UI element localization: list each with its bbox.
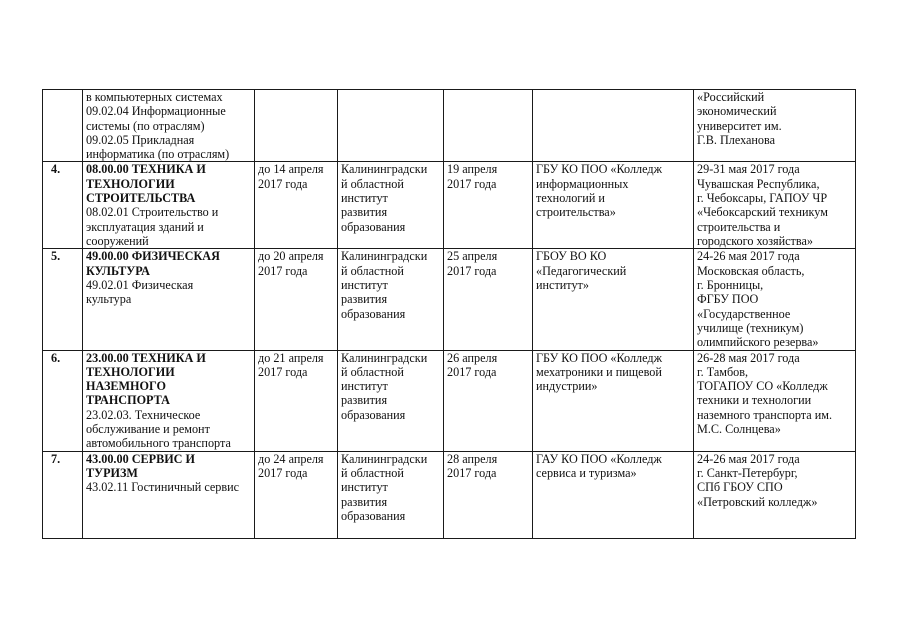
direction_bold-line: ТЕХНОЛОГИИ bbox=[86, 364, 175, 379]
direction_plain-line: информатика (по отраслям) bbox=[86, 147, 230, 162]
final-line: Г.В. Плеханова bbox=[697, 132, 776, 147]
direction_bold-line: ТЕХНОЛОГИИ bbox=[86, 176, 175, 191]
direction_bold-line: СТРОИТЕЛЬСТВА bbox=[86, 191, 196, 206]
direction_plain-line: в компьютерных системах bbox=[86, 90, 223, 104]
venue-line: «Педагогический bbox=[536, 263, 627, 278]
direction_plain-line: сооружений bbox=[86, 233, 149, 248]
organizer-line: й областной bbox=[341, 465, 404, 480]
direction-cell bbox=[83, 451, 255, 538]
final-line: Чувашская Республика, bbox=[697, 176, 820, 191]
deadline-cell bbox=[255, 90, 338, 162]
venue-line: ГБУ КО ПОО «Колледж bbox=[536, 350, 662, 365]
direction_plain-line: 09.02.05 Прикладная bbox=[86, 132, 195, 147]
final-stage-cell bbox=[694, 90, 856, 162]
organizer-cell bbox=[338, 350, 444, 451]
deadline-line: до 20 апреля bbox=[258, 249, 324, 264]
table-row bbox=[43, 90, 856, 162]
organizer-line: развития bbox=[341, 292, 388, 307]
venue-line: сервиса и туризма» bbox=[536, 465, 637, 480]
final-line: 26-28 мая 2017 года bbox=[697, 350, 800, 365]
organizer-line: развития bbox=[341, 494, 388, 509]
final-line: г. Санкт-Петербург, bbox=[697, 465, 798, 480]
final-line: техники и технологии bbox=[697, 393, 812, 408]
final-line: М.С. Солнцева» bbox=[697, 422, 781, 437]
venue-line: индустрии» bbox=[536, 379, 598, 394]
final-line: олимпийского резерва» bbox=[697, 335, 819, 350]
venue-line: строительства» bbox=[536, 205, 616, 220]
final-line: 29-31 мая 2017 года bbox=[697, 162, 800, 177]
organizer-line: й областной bbox=[341, 176, 404, 191]
direction_bold-line: 43.00.00 СЕРВИС И bbox=[86, 451, 196, 466]
table-row bbox=[43, 249, 856, 350]
final-line: «Чебоксарский техникум bbox=[697, 205, 828, 220]
date-line: 19 апреля bbox=[447, 162, 498, 177]
direction_bold-line: 08.00.00 ТЕХНИКА И bbox=[86, 162, 206, 177]
direction_bold-line: ТРАНСПОРТА bbox=[86, 393, 170, 408]
date-line: 25 апреля bbox=[447, 249, 498, 264]
final-stage-cell bbox=[694, 249, 856, 350]
organizer-line: Калининградски bbox=[341, 162, 428, 177]
final-line: университет им. bbox=[697, 118, 782, 133]
direction_plain-line: системы (по отраслям) bbox=[86, 118, 205, 133]
direction_plain-line: 08.02.01 Строительство и bbox=[86, 205, 219, 220]
deadline-cell bbox=[255, 162, 338, 249]
date-line: 26 апреля bbox=[447, 350, 498, 365]
direction_plain-line: автомобильного транспорта bbox=[86, 436, 231, 451]
direction_bold-line: 49.00.00 ФИЗИЧЕСКАЯ bbox=[86, 249, 220, 264]
direction_plain-line: 23.02.03. Техническое bbox=[86, 407, 201, 422]
direction_bold-line: ТУРИЗМ bbox=[86, 465, 138, 480]
final-stage-cell bbox=[694, 162, 856, 249]
direction_plain-line: 09.02.04 Информационные bbox=[86, 104, 226, 119]
organizer-line: й областной bbox=[341, 263, 404, 278]
deadline-line: до 24 апреля bbox=[258, 451, 324, 466]
deadline-cell bbox=[255, 249, 338, 350]
direction_plain-line: культура bbox=[86, 292, 132, 307]
final-stage-cell bbox=[694, 350, 856, 451]
regional-stage-date-cell bbox=[444, 451, 533, 538]
row-number: 4. bbox=[51, 162, 61, 177]
table-row bbox=[43, 451, 856, 538]
date-line: 2017 года bbox=[447, 263, 497, 278]
direction_bold-line: 23.00.00 ТЕХНИКА И bbox=[86, 350, 206, 365]
organizer-line: институт bbox=[341, 379, 388, 394]
regional-venue-cell bbox=[533, 249, 694, 350]
organizer-cell bbox=[338, 249, 444, 350]
table-body bbox=[43, 90, 856, 539]
regional-stage-date-cell bbox=[444, 249, 533, 350]
row-number-cell bbox=[43, 249, 83, 350]
regional-stage-date-cell bbox=[444, 162, 533, 249]
row-number: 7. bbox=[51, 451, 61, 466]
table-row bbox=[43, 162, 856, 249]
regional-venue-cell bbox=[533, 350, 694, 451]
venue-line: мехатроники и пищевой bbox=[536, 364, 662, 379]
organizer-line: образования bbox=[341, 306, 406, 321]
final-line: строительства и bbox=[697, 219, 781, 234]
date-line: 2017 года bbox=[447, 176, 497, 191]
direction_bold-line: НАЗЕМНОГО bbox=[86, 379, 166, 394]
venue-line: ГБУ КО ПОО «Колледж bbox=[536, 162, 662, 177]
deadline-line: до 14 апреля bbox=[258, 162, 324, 177]
final-line: училище (техникум) bbox=[697, 320, 804, 335]
final-line: экономический bbox=[697, 104, 777, 119]
organizer-line: институт bbox=[341, 278, 388, 293]
final-line: «Государственное bbox=[697, 306, 791, 321]
final-line: СПб ГБОУ СПО bbox=[697, 480, 783, 495]
final-line: «Петровский колледж» bbox=[697, 494, 818, 509]
venue-line: информационных bbox=[536, 176, 629, 191]
direction_plain-line: обслуживание и ремонт bbox=[86, 422, 210, 437]
date-line: 2017 года bbox=[447, 465, 497, 480]
organizer-line: образования bbox=[341, 219, 406, 234]
direction_plain-line: 43.02.11 Гостиничный сервис bbox=[86, 480, 240, 495]
final-line: г. Бронницы, bbox=[697, 278, 764, 293]
organizer-line: институт bbox=[341, 480, 388, 495]
final-line: ТОГАПОУ СО «Колледж bbox=[697, 379, 828, 394]
olympiad-schedule-table bbox=[42, 89, 856, 539]
regional-stage-date-cell bbox=[444, 350, 533, 451]
final-line: 24-26 мая 2017 года bbox=[697, 451, 800, 466]
venue-line: институт» bbox=[536, 278, 589, 293]
deadline-line: 2017 года bbox=[258, 176, 308, 191]
direction_plain-line: 49.02.01 Физическая bbox=[86, 278, 194, 293]
organizer-line: Калининградски bbox=[341, 350, 428, 365]
final-line: Московская область, bbox=[697, 263, 805, 278]
venue-line: технологий и bbox=[536, 191, 605, 206]
organizer-line: институт bbox=[341, 191, 388, 206]
row-number-cell bbox=[43, 451, 83, 538]
direction-cell bbox=[83, 162, 255, 249]
date-line: 28 апреля bbox=[447, 451, 498, 466]
organizer-line: Калининградски bbox=[341, 451, 428, 466]
row-number-cell bbox=[43, 350, 83, 451]
direction-cell bbox=[83, 350, 255, 451]
deadline-line: до 21 апреля bbox=[258, 350, 324, 365]
direction_plain-line: эксплуатация зданий и bbox=[86, 219, 204, 234]
final-line: 24-26 мая 2017 года bbox=[697, 249, 800, 264]
regional-venue-cell bbox=[533, 451, 694, 538]
deadline-cell bbox=[255, 451, 338, 538]
organizer-line: Калининградски bbox=[341, 249, 428, 264]
organizer-cell bbox=[338, 162, 444, 249]
direction-cell bbox=[83, 249, 255, 350]
organizer-line: развития bbox=[341, 393, 388, 408]
venue-line: ГАУ КО ПОО «Колледж bbox=[536, 451, 662, 466]
regional-venue-cell bbox=[533, 90, 694, 162]
date-line: 2017 года bbox=[447, 364, 497, 379]
organizer-line: развития bbox=[341, 205, 388, 220]
row-number: 6. bbox=[51, 350, 61, 365]
regional-stage-date-cell bbox=[444, 90, 533, 162]
direction_bold-line: КУЛЬТУРА bbox=[86, 263, 150, 278]
final-line: «Российский bbox=[697, 90, 765, 104]
organizer-cell bbox=[338, 451, 444, 538]
organizer-line: й областной bbox=[341, 364, 404, 379]
organizer-line: образования bbox=[341, 407, 406, 422]
regional-venue-cell bbox=[533, 162, 694, 249]
final-line: ФГБУ ПОО bbox=[697, 292, 759, 307]
row-number: 5. bbox=[51, 249, 61, 264]
final-stage-cell bbox=[694, 451, 856, 538]
deadline-line: 2017 года bbox=[258, 364, 308, 379]
organizer-line: образования bbox=[341, 508, 406, 523]
venue-line: ГБОУ ВО КО bbox=[536, 249, 607, 264]
direction-cell bbox=[83, 90, 255, 162]
deadline-line: 2017 года bbox=[258, 263, 308, 278]
row-number-cell bbox=[43, 90, 83, 162]
organizer-cell bbox=[338, 90, 444, 162]
final-line: г. Тамбов, bbox=[697, 364, 749, 379]
table-row bbox=[43, 350, 856, 451]
final-line: наземного транспорта им. bbox=[697, 407, 832, 422]
row-number-cell bbox=[43, 162, 83, 249]
final-line: городского хозяйства» bbox=[697, 233, 813, 248]
deadline-line: 2017 года bbox=[258, 465, 308, 480]
final-line: г. Чебоксары, ГАПОУ ЧР bbox=[697, 191, 828, 206]
deadline-cell bbox=[255, 350, 338, 451]
